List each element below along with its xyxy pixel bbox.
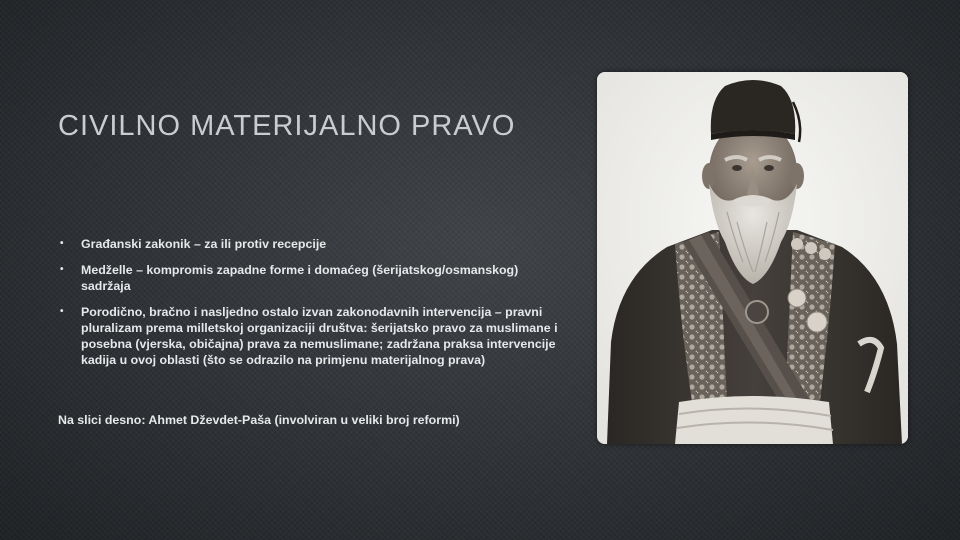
slide-title: CIVILNO MATERIJALNO PRAVO <box>58 110 516 142</box>
bullet-marker: • <box>60 238 64 249</box>
bullet-item <box>60 236 560 252</box>
bullet-list <box>60 236 560 378</box>
bullet-text: Građanski zakonik – za ili protiv recepcije <box>81 237 327 251</box>
portrait-illustration <box>597 72 908 444</box>
bullet-item <box>60 262 560 294</box>
bullet-marker: • <box>60 306 64 317</box>
waist-sash <box>675 396 833 444</box>
bullet-text: Porodično, bračno i nasljedno ostalo izvan zakonodavnih intervencija – pravni pluralizam prema milletskoj organizaciji društva: šerijatsko pravo za muslimane i posebna (vjerska, običajna) prava za nemuslimane; zadržana praksa intervencije kadija u ovoj oblasti (što se odrazilo na primjenu materijalnog prava) <box>81 305 558 367</box>
fez <box>711 80 795 134</box>
bullet-item <box>60 304 560 368</box>
portrait-photo <box>597 72 908 444</box>
image-caption: Na slici desno: Ahmet Dževdet-Paša (involviran u veliki broj reformi) <box>58 413 460 427</box>
bullet-marker: • <box>60 264 64 275</box>
bullet-text: Medželle – kompromis zapadne forme i domaćeg (šerijatskog/osmanskog) sadržaja <box>81 263 519 293</box>
